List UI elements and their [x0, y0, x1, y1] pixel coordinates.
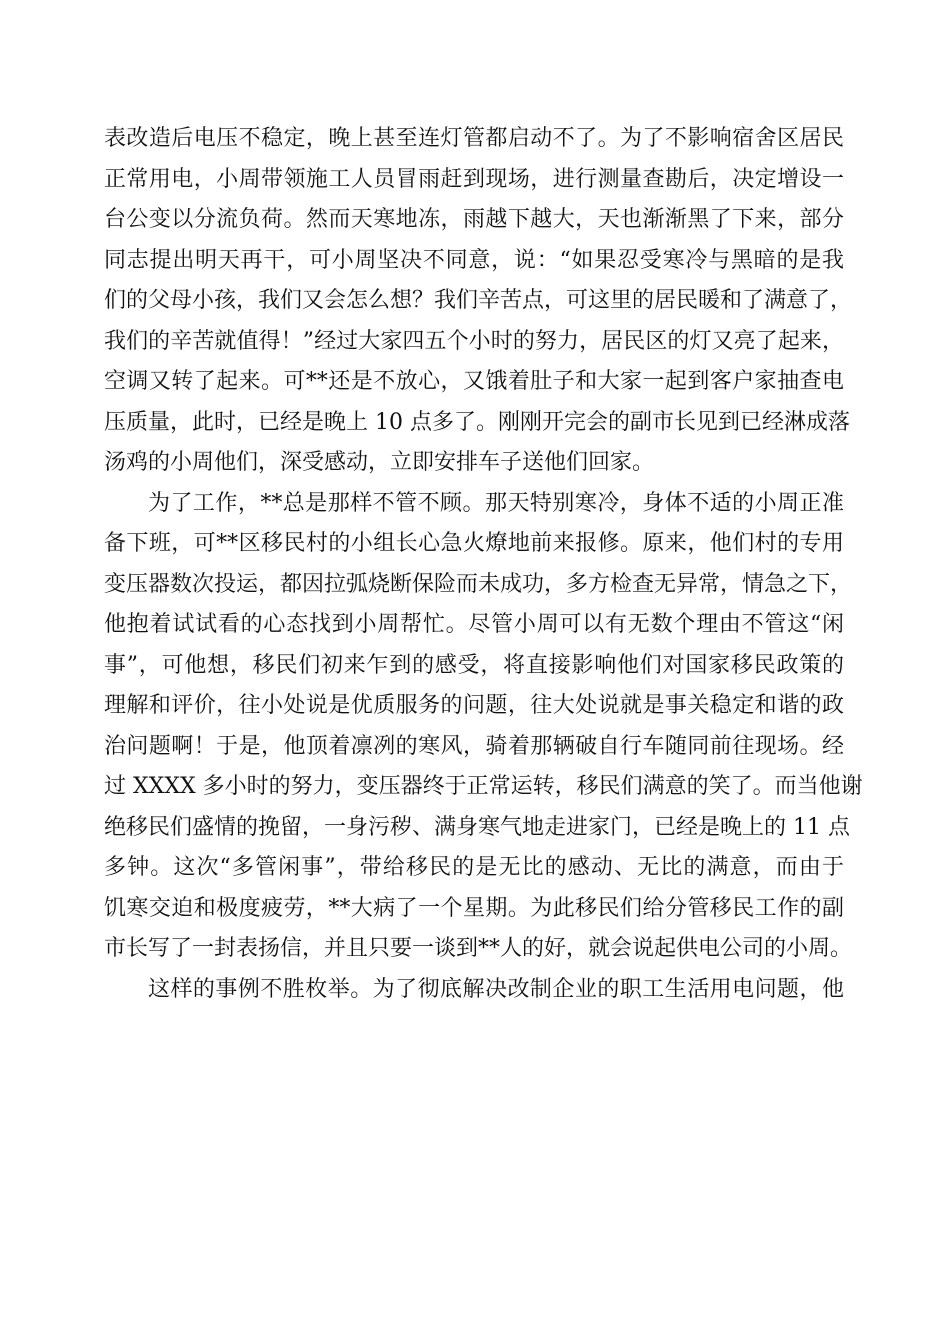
text-line: 变压器数次投运，都因拉弧烧断保险而未成功，多方检查无异常，情急之下，	[104, 571, 853, 597]
text-line: 正常用电，小周带领施工人员冒雨赶到现场，进行测量查勘后，决定增设一	[104, 166, 844, 192]
text-line: 台公变以分流负荷。然而天寒地冻，雨越下越大，天也渐渐黑了下来，部分	[104, 207, 844, 232]
text-line: 我们的辛苦就值得！”经过大家四五个小时的努力，居民区的灯又亮了起来，	[104, 328, 844, 354]
text-line: 这样的事例不胜枚举。为了彻底解决改制企业的职工生活用电问题，他	[148, 976, 844, 1002]
paragraph	[104, 970, 844, 1011]
paragraph	[104, 119, 853, 484]
text-line: 理解和评价，往小处说是优质服务的问题，往大处说就是事关稳定和谐的政	[104, 693, 844, 718]
text-line: 他抱着试试看的心态找到小周帮忙。尽管小周可以有无数个理由不管这“闲	[104, 612, 844, 637]
text-line: 多钟。这次“多管闲事”，带给移民的是无比的感动、无比的满意，而由于	[104, 855, 844, 880]
text-line: 为了工作，**总是那样不管不顾。那天特别寒冷，身体不适的小周正准	[148, 490, 844, 516]
text-line: 汤鸡的小周他们，深受感动，立即安排车子送他们回家。	[104, 450, 655, 475]
text-line: 绝移民们盛情的挽留，一身污秽、满身寒气地走进家门，已经是晚上的 11 点	[104, 814, 850, 840]
text-line: 表改造后电压不稳定，晚上甚至连灯管都启动不了。为了不影响宿舍区居民	[104, 126, 844, 151]
text-line: 治问题啊！于是，他顶着凛冽的寒风，骑着那辆破自行车随同前往现场。经	[104, 733, 844, 759]
text-line: 市长写了一封表扬信，并且只要一谈到**人的好，就会说起供电公司的小周。	[104, 936, 853, 961]
text-line: 过 XXXX 多小时的努力，变压器终于正常运转，移民们满意的笑了。而当他谢	[104, 774, 863, 799]
text-line: 空调又转了起来。可**还是不放心，又饿着肚子和大家一起到客户家抽查电	[104, 369, 844, 394]
text-line: 事”，可他想，移民们初来乍到的感受，将直接影响他们对国家移民政策的	[104, 652, 844, 678]
text-line: 们的父母小孩，我们又会怎么想？我们辛苦点，可这里的居民暖和了满意了，	[104, 288, 853, 313]
body-text	[104, 119, 863, 1010]
text-line: 同志提出明天再干，可小周坚决不同意，说：“如果忍受寒冷与黑暗的是我	[104, 247, 844, 273]
paragraph	[104, 484, 863, 970]
text-line: 饥寒交迫和极度疲劳，**大病了一个星期。为此移民们给分管移民工作的副	[104, 895, 844, 921]
text-line: 备下班，可**区移民村的小组长心急火燎地前来报修。原来，他们村的专用	[104, 531, 844, 556]
text-line: 压质量，此时，已经是晚上 10 点多了。刚刚开完会的副市长见到已经淋成落	[104, 409, 850, 435]
